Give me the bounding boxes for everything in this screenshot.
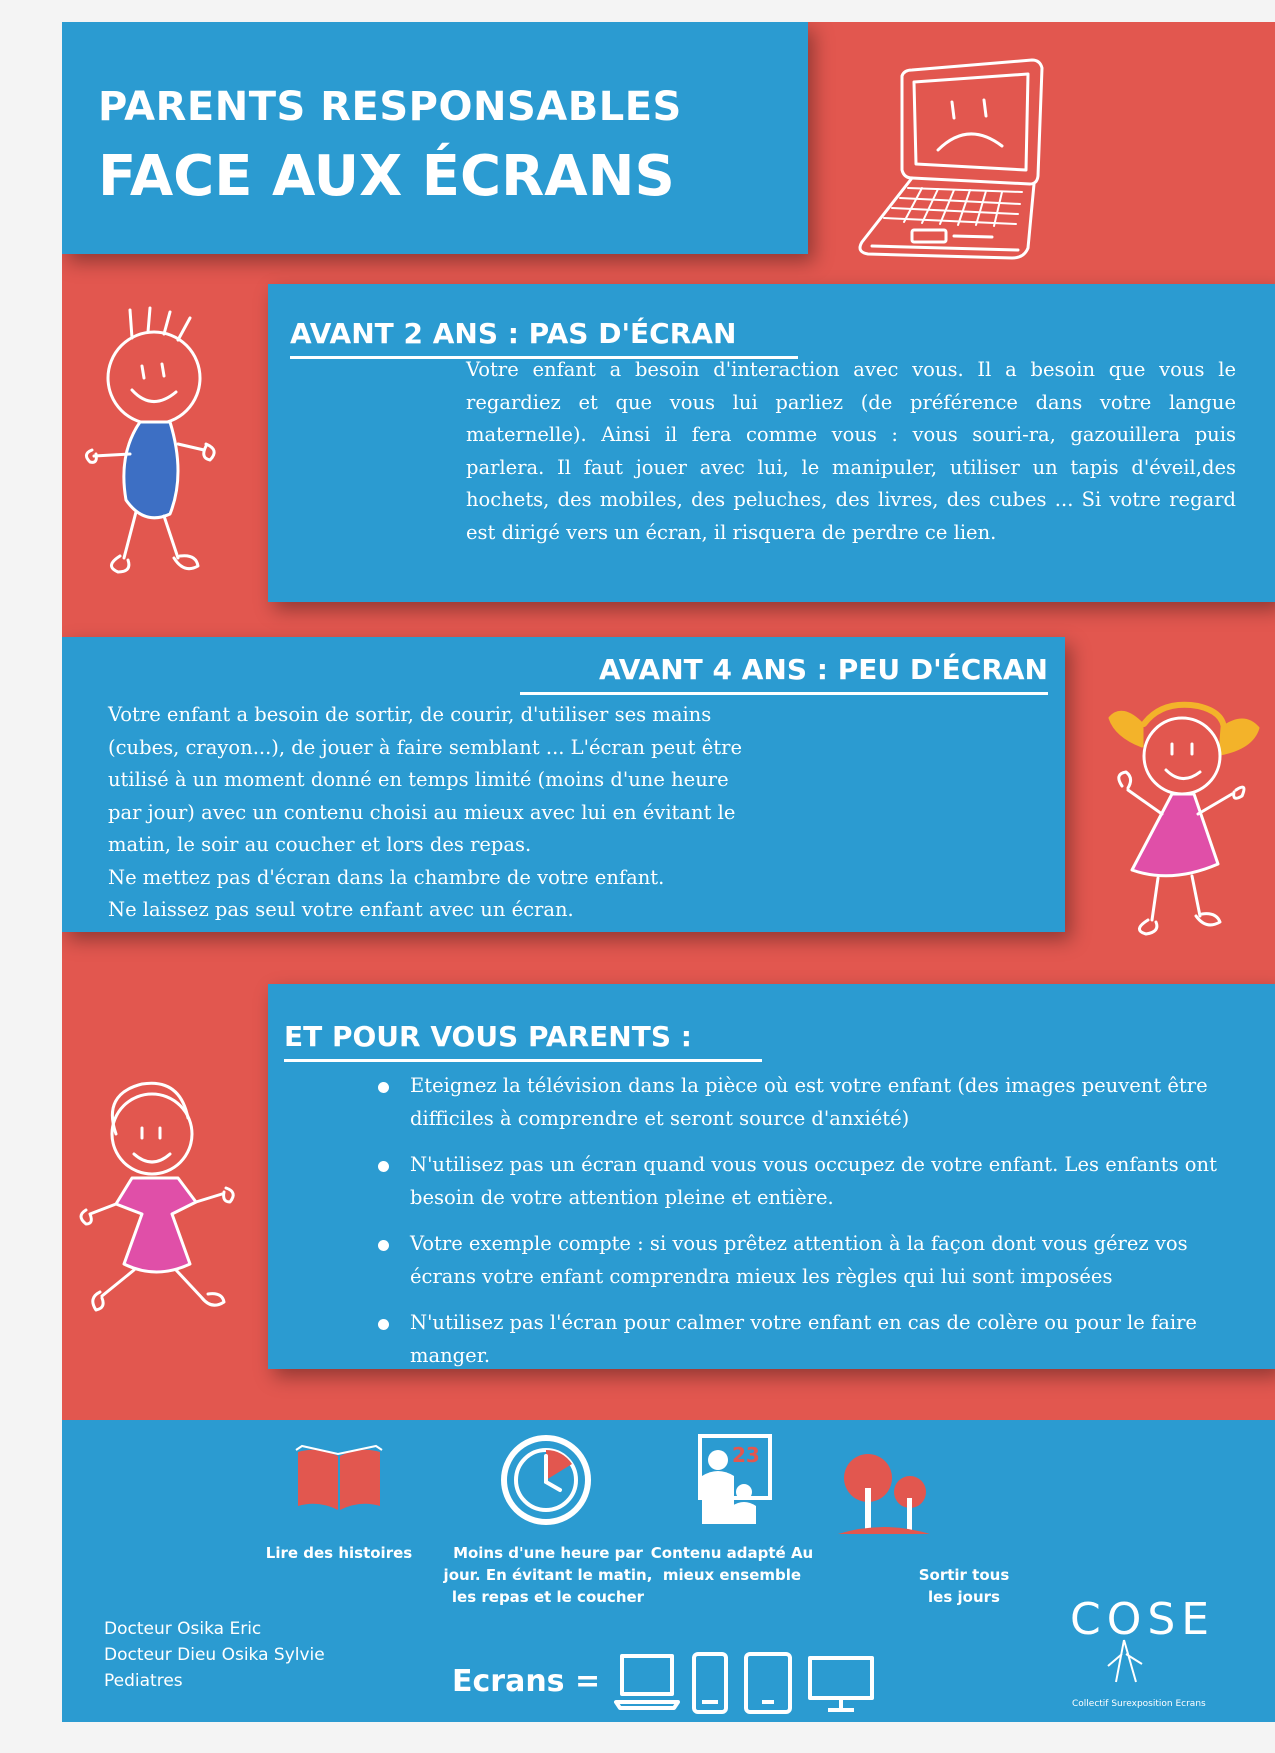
page-title: PARENTS RESPONSABLES bbox=[98, 84, 682, 130]
list-item bbox=[374, 1307, 1224, 1372]
credit-line: Docteur Osika Eric bbox=[104, 1619, 262, 1639]
credit-line: Docteur Dieu Osika Sylvie bbox=[104, 1645, 325, 1665]
text-line: Ne laissez pas seul votre enfant avec un écran. bbox=[108, 898, 574, 921]
text-line: matin, le soir au coucher et lors des repas. bbox=[108, 833, 532, 856]
list-item bbox=[374, 1070, 1224, 1135]
sad-laptop-icon bbox=[842, 46, 1062, 276]
clock-icon bbox=[500, 1434, 592, 1526]
section-text: Votre enfant a besoin d'interaction avec vous. Il a besoin que vous le regardiez et que vous lui parliez (de préférence dans votre langue maternelle). Ainsi il fera comme vous : vous souri-ra, gazouillera puis parlera. Il faut jouer avec lui, le manipuler, utiliser un tapis d'éveil,des hochets, des mobiles, des peluches, des livres, des cubes ... Si votre regard est dirigé vers un écran, il risquera de perdre ce lien. bbox=[466, 358, 1236, 544]
list-item bbox=[374, 1149, 1224, 1214]
open-book-icon bbox=[294, 1444, 384, 1514]
text-line: Votre enfant a besoin de sortir, de courir, d'utiliser ses mains bbox=[108, 703, 712, 726]
section-before-4-years bbox=[62, 637, 1065, 932]
page-subtitle: FACE AUX ÉCRANS bbox=[98, 144, 675, 209]
list-item-text: Votre exemple compte : si vous prêtez attention à la façon dont vous gérez vos écrans votre enfant comprendra mieux les règles qui lui sont imposées bbox=[410, 1232, 1188, 1288]
footer-panel bbox=[62, 1420, 1275, 1722]
girl-dress-drawing-icon bbox=[72, 1074, 252, 1334]
section-before-2-years bbox=[268, 284, 1275, 602]
bullet-list bbox=[374, 1070, 1224, 1386]
section-text bbox=[108, 699, 868, 927]
list-item bbox=[374, 1228, 1224, 1293]
cose-logo bbox=[1066, 1570, 1226, 1710]
svg-text:COSE: COSE bbox=[1070, 1594, 1216, 1645]
bullet-icon bbox=[378, 1161, 389, 1172]
text-line: (cubes, crayon...), de jouer à faire semblant ... L'écran peut être bbox=[108, 735, 742, 759]
credit-line: Pediatres bbox=[104, 1671, 183, 1691]
teaching-board-icon bbox=[688, 1432, 774, 1528]
icon-caption: Moins d'une heure par jour. En évitant le matin, les repas et le coucher bbox=[443, 1544, 653, 1606]
svg-text:Collectif Surexposition Ecrans: Collectif Surexposition Ecrans bbox=[1072, 1699, 1206, 1709]
credits bbox=[104, 1616, 325, 1694]
title-panel bbox=[62, 22, 808, 254]
icon-caption: Contenu adapté Au mieux ensemble bbox=[650, 1544, 814, 1584]
list-item-text: N'utilisez pas un écran quand vous vous occupez de votre enfant. Les enfants ont besoin de votre attention pleine et entière. bbox=[410, 1153, 1217, 1209]
bullet-icon bbox=[378, 1082, 389, 1093]
section-heading: AVANT 4 ANS : PEU D'ÉCRAN bbox=[520, 653, 1048, 695]
section-for-parents bbox=[268, 984, 1275, 1369]
list-item-text: Eteignez la télévision dans la pièce où est votre enfant (des images peuvent être difficiles à comprendre et seront source d'anxiété) bbox=[410, 1074, 1208, 1130]
girl-pigtails-drawing-icon bbox=[1102, 694, 1272, 944]
section-heading: ET POUR VOUS PARENTS : bbox=[284, 1020, 762, 1062]
text-line: utilisé à un moment donné en temps limité (moins d'une heure bbox=[108, 768, 729, 791]
section-heading: AVANT 2 ANS : PAS D'ÉCRAN bbox=[290, 317, 798, 359]
monitor-icon bbox=[806, 1654, 876, 1714]
icon-caption: Lire des histoires bbox=[265, 1544, 413, 1562]
list-item-text: N'utilisez pas l'écran pour calmer votre enfant en cas de colère ou pour le faire manger. bbox=[410, 1311, 1197, 1367]
poster bbox=[62, 22, 1275, 1722]
svg-text:23: 23 bbox=[732, 1443, 760, 1467]
bullet-icon bbox=[378, 1319, 389, 1330]
icon-caption: Sortir tous les jours bbox=[918, 1566, 1010, 1606]
screens-label: Ecrans = bbox=[452, 1664, 601, 1699]
phone-icon bbox=[690, 1650, 730, 1716]
bullet-icon bbox=[378, 1240, 389, 1251]
boy-drawing-icon bbox=[74, 304, 244, 604]
text-line: Ne mettez pas d'écran dans la chambre de votre enfant. bbox=[108, 865, 665, 889]
tablet-icon bbox=[742, 1650, 794, 1716]
text-line: par jour) avec un contenu choisi au mieux avec lui en évitant le bbox=[108, 800, 736, 824]
laptop-icon bbox=[614, 1652, 680, 1712]
trees-icon bbox=[834, 1450, 934, 1540]
